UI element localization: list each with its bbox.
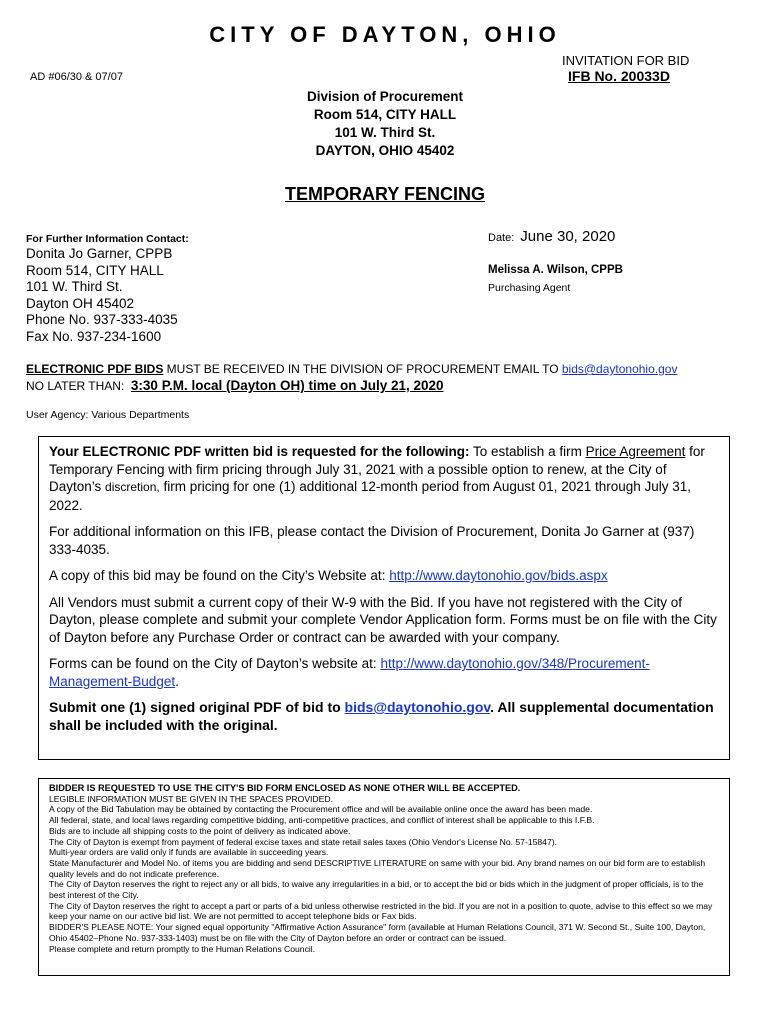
fine-print-heading: BIDDER IS REQUESTED TO USE THE CITY'S BID FORM ENCLOSED AS NONE OTHER WILL BE ACCEPTED. [49,783,521,793]
intro-text-1: To establish a firm [469,444,586,459]
fine-print-line: State Manufacturer and Model No. of items you are bidding and send DESCRIPTIVE LITERATURE on same with your bid. Any brand names on our bid form are to establish quality levels and do not indicate preference. [49,857,706,879]
division-street: 101 W. Third St. [334,125,436,140]
city-title: CITY OF DAYTON, OHIO [209,22,561,47]
bidder-requirements-box [38,778,730,976]
no-later-label: NO LATER THAN: [26,379,125,393]
date-value: June 30, 2020 [520,228,616,245]
fine-print-line: Bids are to include all shipping costs to the point of delivery as indicated above. [49,825,351,836]
fine-print-line: All federal, state, and local laws regarding competitive bidding, anti-competitive practices, and conflict of interest shall be applicable to this I.F.B. [49,815,595,826]
division-room: Room 514, CITY HALL [313,107,457,122]
fine-print-line: The City of Dayton reserves the right to reject any or all bids, to waive any irregularities in a bid, or to accept the bid or bids which in the judgment of proper officials, is to the best interest of the City. [49,879,704,901]
bids-email-link[interactable]: bids@daytonohio.gov [561,362,678,376]
submit-email-link[interactable]: bids@daytonohio.gov [344,699,491,715]
copy-paragraph [49,567,719,585]
electronic-pdf-label: ELECTRONIC PDF BIDS [26,362,164,376]
deadline-notice [26,362,677,376]
intro-small: discretion, [105,480,160,494]
fine-print-line: The City of Dayton reserves the right to accept a part or parts of a bid unless otherwise restricted in the bid. If you are not in a position to quote, advise to this effect so we may keep your name on our active bid list. We are not permitted to accept telephone bids or Fax bids. [49,900,713,922]
fine-print-line: The City of Dayton is exempt from payment of federal excise taxes and state retail sales taxes (Ohio Vendor's License No. 57-15847). [49,836,557,847]
agent-title: Purchasing Agent [488,282,571,294]
contact-name: Donita Jo Garner, CPPB [26,246,173,261]
contact-street: 101 W. Third St. [26,279,123,294]
copy-text: A copy of this bid may be found on the City’s Website at: [49,568,390,583]
bid-request-box [38,436,730,760]
contact-city: Dayton OH 45402 [26,295,135,311]
forms-text: Forms can be found on the City of Dayton’s website at: [49,656,381,671]
contact-phone: Phone No. 937-333-4035 [26,312,178,327]
intro-paragraph [49,443,719,514]
date-label: Date: [488,232,515,244]
division-address [0,88,770,160]
contact-room: Room 514, CITY HALL [26,262,164,278]
intro-text-2: for Temporary Fencing with firm pricing through July 31, 2021 with a possible option to renew, at the City of Dayton’s [49,444,705,494]
forms-paragraph [49,655,719,690]
info-paragraph: For additional information on this IFB, please contact the Division of Procurement, Donita Jo Garner at (937) 333-4035. [49,524,695,557]
deadline-time: 3:30 P.M. local (Dayton OH) time on July 21, 2020 [130,378,444,393]
submit-text-2: . All supplemental documentation shall be included with the original. [49,699,714,733]
document-title: TEMPORARY FENCING [284,184,485,204]
contact-label: For Further Information Contact: [26,233,189,245]
fine-print-line: Multi-year orders are valid only if funds are available in succeeding years. [49,847,329,858]
fine-print-line: Please complete and return promptly to the Human Relations Council. [49,943,316,954]
fine-print-line: BIDDER'S PLEASE NOTE: Your signed equal opportunity "Affirmative Action Assurance" form (available at Human Relations Council, 371 W. Second St., Suite 100, Dayton, Ohio 45402–Phone No. 937-333-1403) must be on file with the City of Dayton before an order or contract can be issued. [49,922,706,943]
division-name: Division of Procurement [306,89,464,104]
agent-name: Melissa A. Wilson, CPPB [488,264,623,276]
intro-bold: Your ELECTRONIC PDF written bid is requested for the following: [49,444,470,459]
contact-fax: Fax No. 937-234-1600 [26,328,162,344]
contact-block [26,246,178,345]
submit-text-1: Submit one (1) signed original PDF of bid to [49,699,345,715]
price-agreement-text: Price Agreement [585,444,686,459]
fine-print-line: LEGIBLE INFORMATION MUST BE GIVEN IN THE SPACES PROVIDED. [49,793,333,804]
division-city: DAYTON, OHIO 45402 [315,143,455,158]
received-text: MUST BE RECEIVED IN THE DIVISION OF PROCUREMENT EMAIL TO [163,362,562,376]
ad-number: AD #06/30 & 07/07 [30,71,123,83]
forms-end: . [175,673,179,689]
deadline-time-row [26,378,444,393]
date-row [488,228,615,246]
forms-website-link[interactable]: http://www.daytonohio.gov/348/Procurement-Management-Budget [49,656,650,689]
vendor-paragraph: All Vendors must submit a current copy of their W-9 with the Bid. If you have not registered with the City of Dayton, please complete and submit your complete Vendor Application form. Forms must be on file with the City of Dayton before any Purchase Order or contract can be awarded with your company. [49,594,717,645]
bids-website-link[interactable]: http://www.daytonohio.gov/bids.aspx [389,568,608,583]
invitation-label: INVITATION FOR BID [562,53,690,68]
intro-text-3: firm pricing for one (1) additional 12-month period from August 01, 2021 through July 31, 2022. [49,479,692,513]
ifb-number: IFB No. 20033D [568,68,670,84]
fine-print-line: A copy of the Bid Tabulation may be obtained by contacting the Procurement office and will be available online once the award has been made. [49,804,593,815]
user-agency: User Agency: Various Departments [26,409,190,421]
submit-paragraph [49,699,719,734]
